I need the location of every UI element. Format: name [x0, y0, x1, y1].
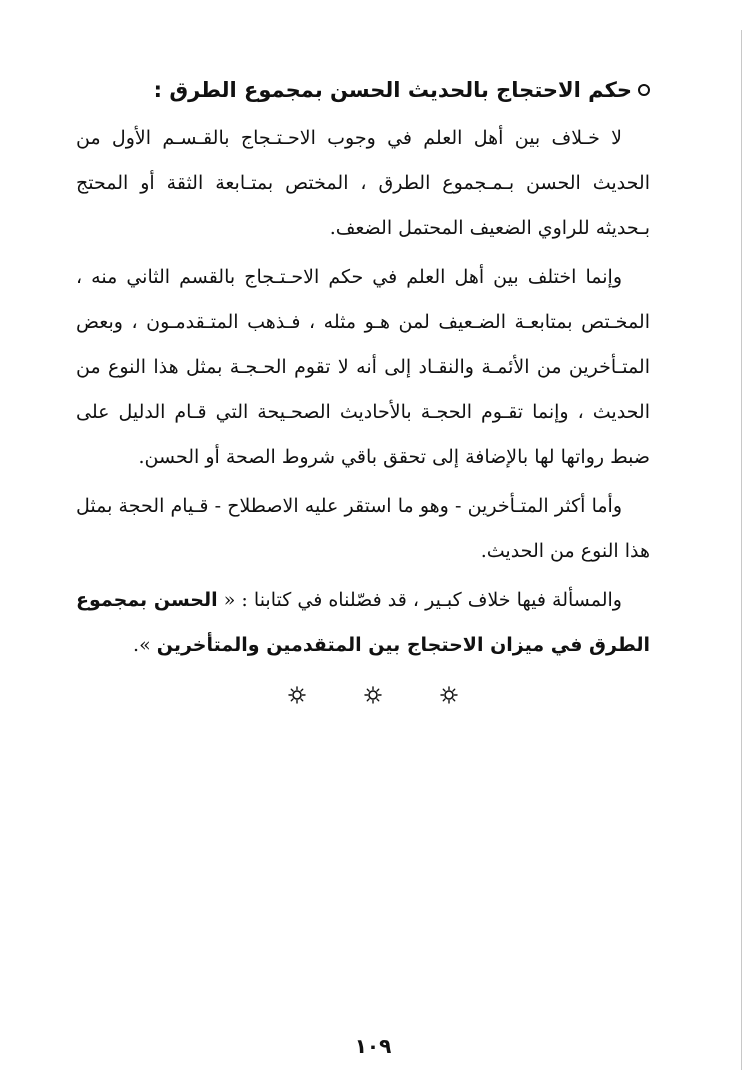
circle-bullet-icon — [638, 84, 650, 96]
section-divider — [0, 686, 746, 704]
paragraph-3: وأما أكثر المتـأخرين - وهو ما استقر عليه الاصطلاح - قـيام الحجة بمثل هذا النوع من الحديث. — [76, 495, 650, 562]
star-ornament-icon — [288, 686, 306, 704]
scan-edge-mark — [741, 30, 742, 1070]
paragraph-1: لا خـلاف بين أهل العلم في وجوب الاحـتـجاج بالقـسـم الأول من الحديث الحسن بـمـجموع الطرق ، المختص بمتـابعة الثقة أو المحتج بـحديثه للراوي الضعيف المحتمل الضعف. — [76, 127, 650, 239]
book-title: الحسن بمجموع الطرق في ميزان الاحتجاج بين المتقدمين والمتأخرين — [76, 589, 650, 656]
paragraph-2: وإنما اختلف بين أهل العلم في حكم الاحـتـجاج بالقسم الثاني منه ، المخـتص بمتابعـة الضـعيف لمن هـو مثله ، فـذهب المتـقدمـون ، وبعض المتـأخرين من الأئمـة والنقـاد إلى أنه لا تقوم الحـجـة بمثل هذا النوع من الحديث ، وإنما تقـوم الحجـة بالأحاديث الصحـيحة التي قـام الدليل على ضبط رواتها لها بالإضافة إلى تحقق باقي شروط الصحة أو الحسن. — [76, 266, 650, 468]
star-ornament-icon — [440, 686, 458, 704]
section-heading-text: حكم الاحتجاج بالحديث الحسن بمجموع الطرق : — [153, 78, 632, 102]
star-ornament-icon — [364, 686, 382, 704]
paragraph-4-lead: والمسألة فيها خلاف كبـير ، قد فصّلناه في كتابنا : « — [223, 589, 622, 611]
paragraph-4 — [76, 578, 650, 668]
section-heading — [76, 70, 650, 110]
paragraph-4-tail: ». — [133, 634, 151, 656]
page-content — [76, 70, 650, 672]
page-number: ١٠٩ — [354, 1034, 392, 1058]
